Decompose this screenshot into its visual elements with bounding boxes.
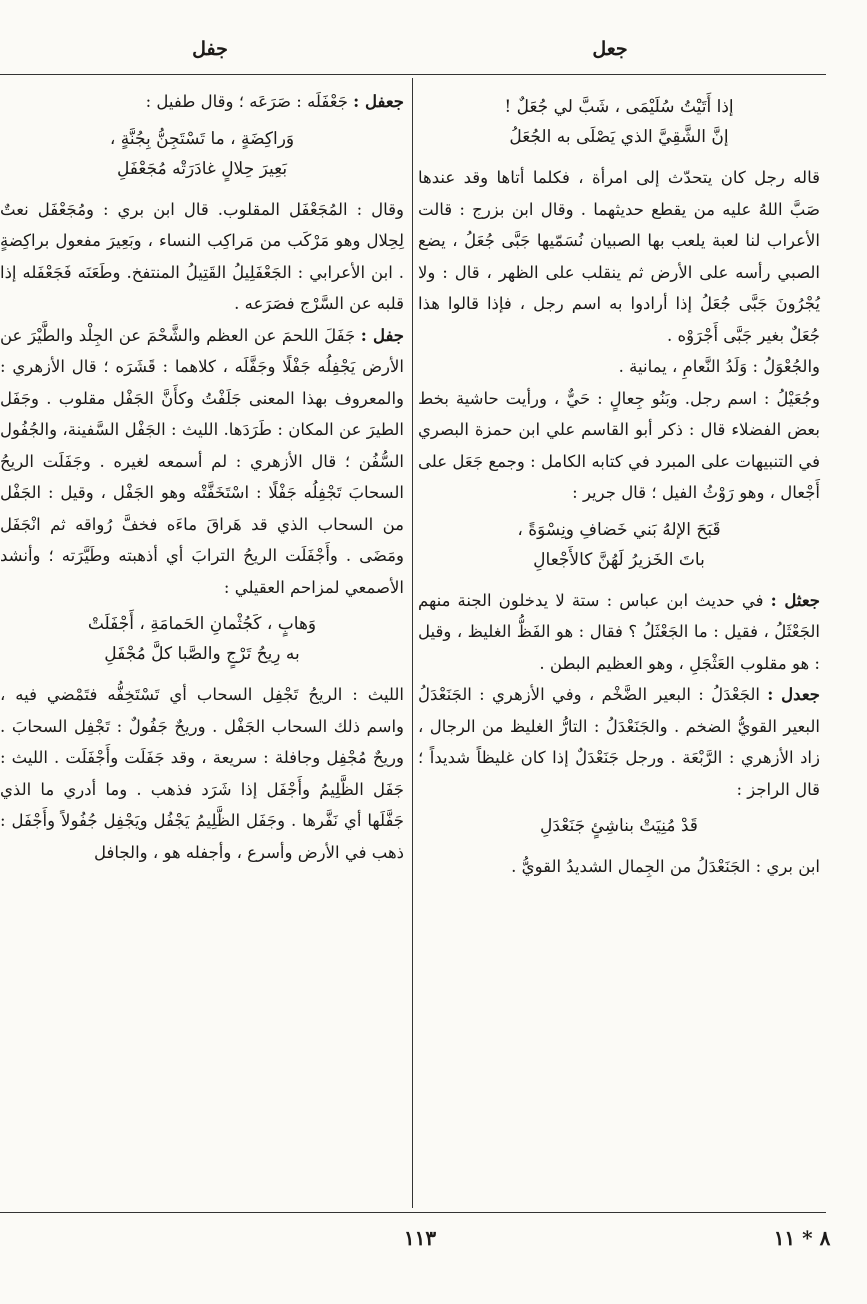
verse-line: قَدْ مُنِيَتْ بناشِئٍ جَنَعْدَلِ [540, 816, 698, 836]
lemma-headword: جعثل : [770, 590, 820, 610]
verse-tufayl [0, 124, 404, 184]
verse-line: إذا أَتَيْتُ سُلَيْمَى ، شَبَّ لي جُعَلٌ ! [504, 97, 734, 117]
verse-jarir [418, 515, 820, 575]
verse-line: قَبَحَ الإلهُ بَني خَضافِ ونِسْوَةً ، [517, 519, 721, 540]
verse-line: به رِيحُ تَرْجٍ والصَّبا كلَّ مُجْفَلِ [104, 644, 300, 664]
verse-line: باتَ الخَزيرُ لَهُنَّ كالأَجْعالِ [533, 549, 705, 570]
verse-muzahim [0, 609, 404, 669]
bottom-rule [0, 1212, 826, 1213]
entry-jadal [418, 679, 820, 805]
header-right-word: جعل [592, 38, 628, 60]
verse-line: وَراكِضَةٍ ، ما تَسْتَجِنُّ بِجُنَّةٍ ، [109, 128, 295, 149]
entry-paragraph: وقال : المُجَعْفَل المقلوب. قال ابن بري : ومُجَعْفَل نعتٌ لِحِلال وهو مَرْكَب من مَراكِب النساء ، وبَعِيرَ مفعول براكِضةٍ . ابن الأعرابي : الجَعْفَلِيلُ القَتِيلُ المنتفخ. وطَعَنَه فَجَعْفَله إذا قلبه عن السَّرْج فصَرَعه . [0, 199, 404, 313]
entry-text: الجَعْدَلُ : البعير الضَّخْم ، وفي الأزهري : الجَنَعْدَلُ البعير القويُّ الضخم . والجَنَعْدَلُ : التارُّ الغليظ من الرجال ، زاد الأزهري : الرَّبْعَة . ورجل جَنَعْدَلٌ إذا كان غليظاً شديداً ؛ قال الراجز : [418, 685, 820, 799]
verse-line: وَهابٍ ، كَجُثْمانِ الحَمامَةِ ، أَجْفَلَتْ [87, 614, 317, 634]
column-divider [412, 78, 413, 1208]
entry-jafl [0, 320, 404, 604]
entry-paragraph: والجُعْوَلُ : وَلَدُ النَّعامِ ، يمانية . [618, 357, 820, 376]
left-column [0, 86, 404, 868]
verse-salma [418, 92, 820, 152]
header-left-word: جفل [192, 38, 228, 60]
lemma-headword: جفل : [360, 325, 404, 345]
top-rule [0, 74, 826, 75]
lemma-headword: جعدل : [767, 685, 820, 704]
entry-text: في حديث ابن عباس : ستة لا يدخلون الجنة منهم الجَعْثَلُ ، فقيل : ما الجَعْثَلُ ؟ فقال : هو الفَظُّ الغليظ ، وقيل : هو مقلوب العَثْجَلِ ، وهو العظيم البطن . [418, 590, 820, 673]
entry-text: جَعْفَلَه : صَرَعَه ؛ وقال طفيل : [145, 92, 348, 111]
entry-paragraph: وجُعَيْلُ : اسم رجل. وبَنُو جِعالٍ : حَيٌّ ، ورأيت حاشية بخط بعض الفضلاء قال : ذكر أبو القاسم علي ابن حمزة البصري في التنبيهات على المبرد في كتابه الكامل : وجمع جَعَل على أَجْعال ، وهو رَوْثُ الفيل ؛ قال جرير : [418, 388, 820, 502]
entry-paragraph: ابن بري : الجَنَعْدَلُ من الجِمال الشديدُ القويُّ . [511, 857, 820, 876]
lemma-headword: جعفل : [353, 92, 404, 111]
verse-rajiz [418, 811, 820, 841]
entry-jathal [418, 585, 820, 680]
right-column [418, 86, 820, 883]
entry-paragraph: الليث : الريحُ تَجْفِل السحاب أي تَسْتَخِفُّه فتَمْضي فيه ، واسم ذلك السحاب الجَفْل . وريحٌ جَفُولٌ : تَجْفِل السحابَ . وريحٌ مُجْفِل وجافلة : سريعة ، وقد جَفَلَت وأَجْفَلَت . الليث : جَفَل الظَّلِيمُ وأَجْفَل إذا شَرَد فذهب . وما أدري ما الذي جَفَّلَها أي نَفَّرها . وجَفَل الظَّلِيمُ يَجْفُل ويَجْفِل جُفُولاً وأَجْفَل : ذهب في الأرض وأسرع ، وأجفله هو ، والجافل [0, 685, 404, 862]
signature-mark: ٨ * ١١ [773, 1226, 831, 1250]
page-number: ١١٣ [403, 1226, 437, 1250]
verse-line: إنَّ الشَّقِيَّ الذي يَصْلَى به الجُعَلُ [509, 127, 729, 147]
entry-jafal-1 [0, 86, 404, 118]
entry-text: جَفَلَ اللحمَ عن العظم والشَّحْمَ عن الجِلْد والطَّيْرَ عن الأرض يَجْفِلُه جَفْلًا وجَفَّلَه ، كلاهما : قَشَرَه ؛ قال الأزهري : والمعروف بهذا المعنى جَلَفْتُ وكأَنَّ الجَفْل مقلوب . وجَفَل الطيرَ عن المكان : طَرَدَها. الليث : الجَفْل السَّفينة، والجُفُول السُّفُن ؛ قال الأزهري : لم أسمعه لغيره . وجَفَلَت الريحُ السحابَ تَجْفِلُه جَفْلًا : اسْتَخَفَّتْه وهو الجَفْل ، وقيل : الجَفْل من السحاب الذي قد هَراقَ ماءَه فخفَّ رُواقه ثم انْجَفَل ومَضَى . وأَجْفَلَت الريحُ الترابَ أي أذهبته وطَيَّرَته ؛ وأنشد الأصمعي لمزاحم العقيلي : [0, 325, 404, 597]
entry-paragraph: قاله رجل كان يتحدّث إلى امرأة ، فكلما أتاها وقد عندها صَبَّ اللهُ عليه من يقطع حديثهما . وقال ابن بزرج : قالت الأعراب لنا لعبة يلعب بها الصبيان نُسَمّيها جَبَّى جُعَلُ ، يضع الصبي رأسه على الأرض ثم ينقلب على الظهر ، قال : ولا يُجْرُونَ جَبَّى جُعَلُ إذا أرادوا به اسم رجل ، فإذا قالوا هذا جُعَلٌ بغير جَبَّى أَجْرَوْه . [418, 168, 820, 345]
verse-line: بَعِيرَ حِلالٍ غادَرَتْه مُجَعْفَلِ [116, 158, 288, 179]
